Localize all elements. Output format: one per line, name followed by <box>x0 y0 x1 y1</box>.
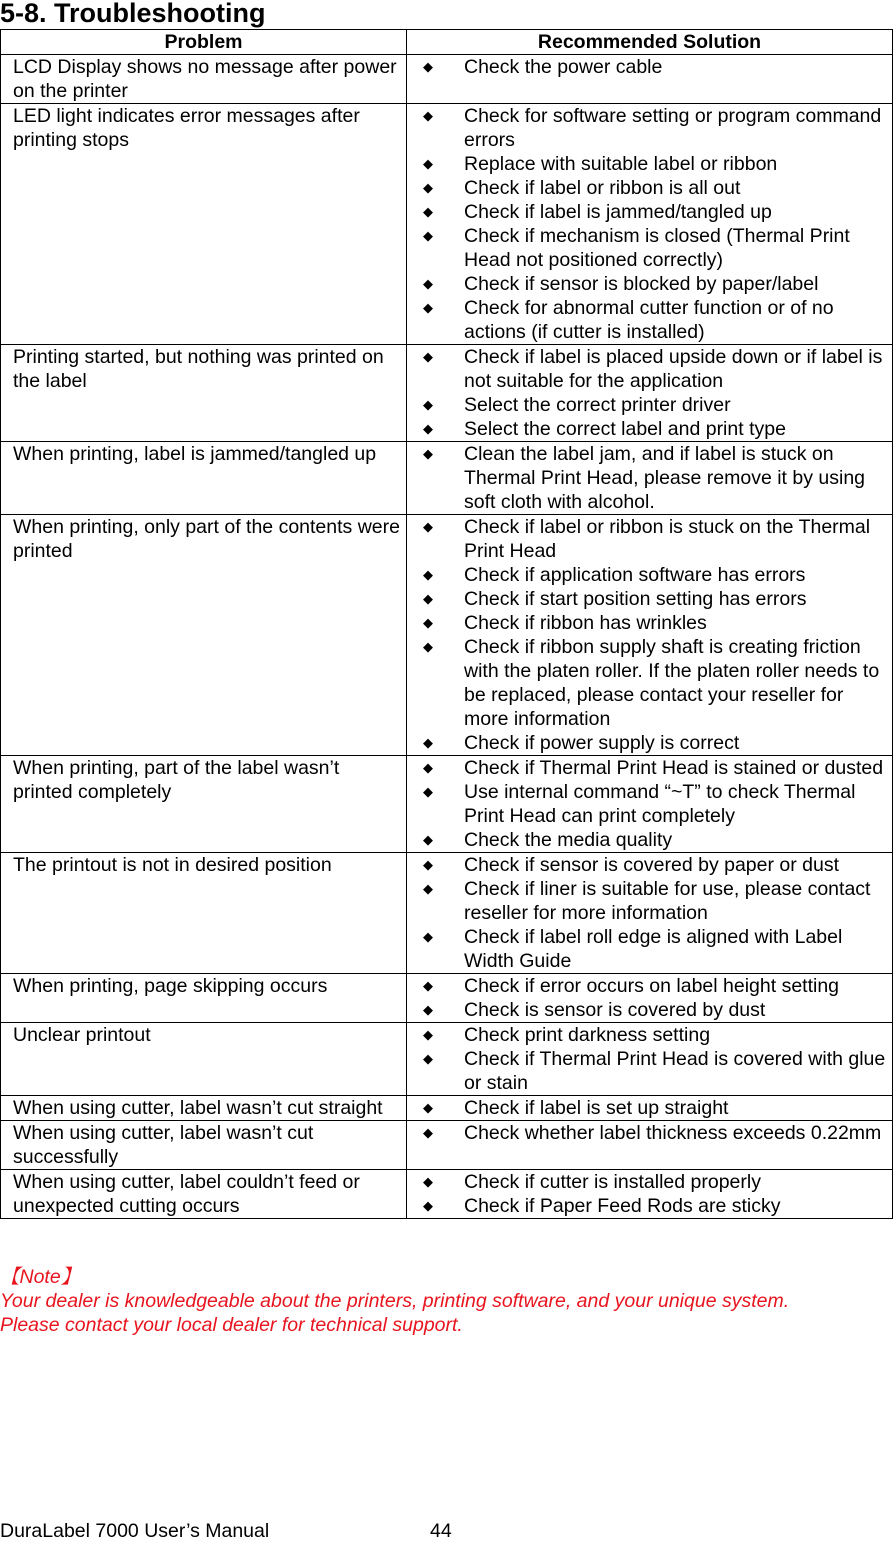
diamond-bullet-icon: ◆ <box>423 1198 433 1213</box>
solution-item <box>407 756 892 780</box>
diamond-bullet-icon: ◆ <box>423 1027 433 1042</box>
diamond-bullet-icon: ◆ <box>423 300 433 315</box>
diamond-bullet-icon: ◆ <box>423 156 433 171</box>
solution-item <box>407 1121 892 1145</box>
table-row <box>1 1170 893 1219</box>
solution-list <box>407 1096 892 1120</box>
solution-item <box>407 104 892 152</box>
footer-manual-title: DuraLabel 7000 User’s Manual <box>0 1520 270 1542</box>
solution-cell <box>407 104 893 345</box>
problem-cell: When printing, only part of the contents were printed <box>1 515 407 756</box>
solution-text: Check if ribbon supply shaft is creating friction with the platen roller. If the platen roller needs to be replaced, please contact your reseller for more information <box>464 636 880 730</box>
problem-cell: Unclear printout <box>1 1023 407 1096</box>
diamond-bullet-icon: ◆ <box>423 349 433 364</box>
solution-text: Check if application software has errors <box>464 564 806 586</box>
solution-cell <box>407 853 893 974</box>
problem-cell: LED light indicates error messages after printing stops <box>1 104 407 345</box>
solution-text: Use internal command “~T” to check Thermal Print Head can print completely <box>464 781 856 827</box>
table-row <box>1 515 893 756</box>
solution-item <box>407 515 892 563</box>
diamond-bullet-icon: ◆ <box>423 1174 433 1189</box>
solution-item <box>407 635 892 731</box>
table-row <box>1 756 893 853</box>
solution-list <box>407 55 892 79</box>
table-row <box>1 104 893 345</box>
diamond-bullet-icon: ◆ <box>423 760 433 775</box>
solution-text: Check if mechanism is closed (Thermal Print Head not positioned correctly) <box>464 225 850 271</box>
solution-text: Select the correct printer driver <box>464 394 731 416</box>
problem-cell: The printout is not in desired position <box>1 853 407 974</box>
table-row <box>1 1121 893 1170</box>
solution-list <box>407 515 892 755</box>
solution-list <box>407 974 892 1022</box>
diamond-bullet-icon: ◆ <box>423 1051 433 1066</box>
solution-item <box>407 393 892 417</box>
page-heading: 5-8. Troubleshooting <box>0 0 266 28</box>
solution-item <box>407 442 892 514</box>
table-row <box>1 853 893 974</box>
solution-text: Check the power cable <box>464 56 663 78</box>
diamond-bullet-icon: ◆ <box>423 446 433 461</box>
solution-list <box>407 1170 892 1218</box>
solution-text: Check if start position setting has errors <box>464 588 807 610</box>
solution-cell <box>407 974 893 1023</box>
diamond-bullet-icon: ◆ <box>423 735 433 750</box>
diamond-bullet-icon: ◆ <box>423 519 433 534</box>
solution-item <box>407 1194 892 1218</box>
solution-text: Check print darkness setting <box>464 1024 711 1046</box>
solution-text: Check if label is jammed/tangled up <box>464 201 772 223</box>
table-row <box>1 974 893 1023</box>
solution-item <box>407 1096 892 1120</box>
table-body <box>1 55 893 1219</box>
column-header-solution: Recommended Solution <box>407 30 893 55</box>
solution-text: Check if sensor is blocked by paper/label <box>464 273 819 295</box>
solution-item <box>407 731 892 755</box>
solution-text: Check the media quality <box>464 829 673 851</box>
solution-list <box>407 853 892 973</box>
diamond-bullet-icon: ◆ <box>423 591 433 606</box>
solution-text: Check for software setting or program command errors <box>464 105 882 151</box>
solution-item <box>407 272 892 296</box>
solution-text: Check whether label thickness exceeds 0.22mm <box>464 1122 882 1144</box>
solution-text: Replace with suitable label or ribbon <box>464 153 778 175</box>
diamond-bullet-icon: ◆ <box>423 857 433 872</box>
diamond-bullet-icon: ◆ <box>423 180 433 195</box>
solution-text: Check for abnormal cutter function or of no actions (if cutter is installed) <box>464 297 834 343</box>
table-header-row <box>1 30 893 55</box>
solution-item <box>407 780 892 828</box>
problem-cell: When using cutter, label wasn’t cut straight <box>1 1096 407 1121</box>
diamond-bullet-icon: ◆ <box>423 1100 433 1115</box>
solution-item <box>407 224 892 272</box>
table-row <box>1 1096 893 1121</box>
solution-text: Check if sensor is covered by paper or dust <box>464 854 840 876</box>
diamond-bullet-icon: ◆ <box>423 397 433 412</box>
solution-item <box>407 974 892 998</box>
solution-text: Select the correct label and print type <box>464 418 786 440</box>
solution-cell <box>407 442 893 515</box>
solution-text: Check if cutter is installed properly <box>464 1171 761 1193</box>
diamond-bullet-icon: ◆ <box>423 832 433 847</box>
note-block <box>0 1265 789 1337</box>
problem-cell: When printing, part of the label wasn’t printed completely <box>1 756 407 853</box>
solution-text: Check if error occurs on label height setting <box>464 975 840 997</box>
column-header-problem: Problem <box>1 30 407 55</box>
solution-item <box>407 611 892 635</box>
solution-item <box>407 587 892 611</box>
problem-cell: When printing, label is jammed/tangled up <box>1 442 407 515</box>
solution-item <box>407 1023 892 1047</box>
diamond-bullet-icon: ◆ <box>423 1125 433 1140</box>
solution-cell <box>407 1121 893 1170</box>
solution-text: Check if label is placed upside down or if label is not suitable for the application <box>464 346 883 392</box>
diamond-bullet-icon: ◆ <box>423 615 433 630</box>
diamond-bullet-icon: ◆ <box>423 567 433 582</box>
solution-cell <box>407 1096 893 1121</box>
solution-text: Check if ribbon has wrinkles <box>464 612 707 634</box>
solution-item <box>407 55 892 79</box>
solution-cell <box>407 756 893 853</box>
problem-cell: When using cutter, label wasn’t cut successfully <box>1 1121 407 1170</box>
solution-list <box>407 1121 892 1145</box>
diamond-bullet-icon: ◆ <box>423 881 433 896</box>
diamond-bullet-icon: ◆ <box>423 639 433 654</box>
solution-item <box>407 200 892 224</box>
solution-text: Check if Paper Feed Rods are sticky <box>464 1195 781 1217</box>
solution-cell <box>407 515 893 756</box>
solution-text: Check if label roll edge is aligned with Label Width Guide <box>464 926 843 972</box>
solution-text: Check if liner is suitable for use, please contact reseller for more information <box>464 878 871 924</box>
solution-text: Check if label or ribbon is stuck on the Thermal Print Head <box>464 516 871 562</box>
solution-text: Check is sensor is covered by dust <box>464 999 766 1021</box>
note-label: 【Note】 <box>0 1266 81 1288</box>
diamond-bullet-icon: ◆ <box>423 59 433 74</box>
solution-text: Check if label or ribbon is all out <box>464 177 741 199</box>
solution-item <box>407 417 892 441</box>
diamond-bullet-icon: ◆ <box>423 276 433 291</box>
solution-cell <box>407 55 893 104</box>
solution-list <box>407 756 892 852</box>
diamond-bullet-icon: ◆ <box>423 978 433 993</box>
solution-item <box>407 345 892 393</box>
solution-cell <box>407 1170 893 1219</box>
diamond-bullet-icon: ◆ <box>423 784 433 799</box>
diamond-bullet-icon: ◆ <box>423 1002 433 1017</box>
solution-cell <box>407 1023 893 1096</box>
note-line-1: Your dealer is knowledgeable about the printers, printing software, and your unique system. <box>0 1290 790 1312</box>
problem-cell: When printing, page skipping occurs <box>1 974 407 1023</box>
solution-item <box>407 152 892 176</box>
table-row <box>1 345 893 442</box>
note-line-2: Please contact your local dealer for technical support. <box>0 1314 463 1336</box>
table-row <box>1 442 893 515</box>
solution-item <box>407 853 892 877</box>
solution-list <box>407 345 892 441</box>
diamond-bullet-icon: ◆ <box>423 929 433 944</box>
solution-item <box>407 296 892 344</box>
diamond-bullet-icon: ◆ <box>423 108 433 123</box>
table-row <box>1 55 893 104</box>
problem-cell: When using cutter, label couldn’t feed or unexpected cutting occurs <box>1 1170 407 1219</box>
solution-text: Check if power supply is correct <box>464 732 740 754</box>
solution-text: Check if Thermal Print Head is stained or dusted <box>464 757 884 779</box>
problem-cell: LCD Display shows no message after power on the printer <box>1 55 407 104</box>
footer-page-number: 44 <box>430 1520 452 1542</box>
solution-list <box>407 442 892 514</box>
diamond-bullet-icon: ◆ <box>423 204 433 219</box>
solution-item <box>407 998 892 1022</box>
solution-text: Check if Thermal Print Head is covered with glue or stain <box>464 1048 886 1094</box>
solution-item <box>407 877 892 925</box>
problem-cell: Printing started, but nothing was printed on the label <box>1 345 407 442</box>
solution-list <box>407 1023 892 1095</box>
solution-text: Check if label is set up straight <box>464 1097 729 1119</box>
solution-item <box>407 563 892 587</box>
solution-item <box>407 1170 892 1194</box>
table-row <box>1 1023 893 1096</box>
solution-item <box>407 176 892 200</box>
solution-text: Clean the label jam, and if label is stuck on Thermal Print Head, please remove it by using soft cloth with alcohol. <box>464 443 866 513</box>
solution-item <box>407 828 892 852</box>
solution-item <box>407 925 892 973</box>
solution-item <box>407 1047 892 1095</box>
solution-cell <box>407 345 893 442</box>
diamond-bullet-icon: ◆ <box>423 228 433 243</box>
diamond-bullet-icon: ◆ <box>423 421 433 436</box>
solution-list <box>407 104 892 344</box>
troubleshooting-table <box>0 29 893 1219</box>
